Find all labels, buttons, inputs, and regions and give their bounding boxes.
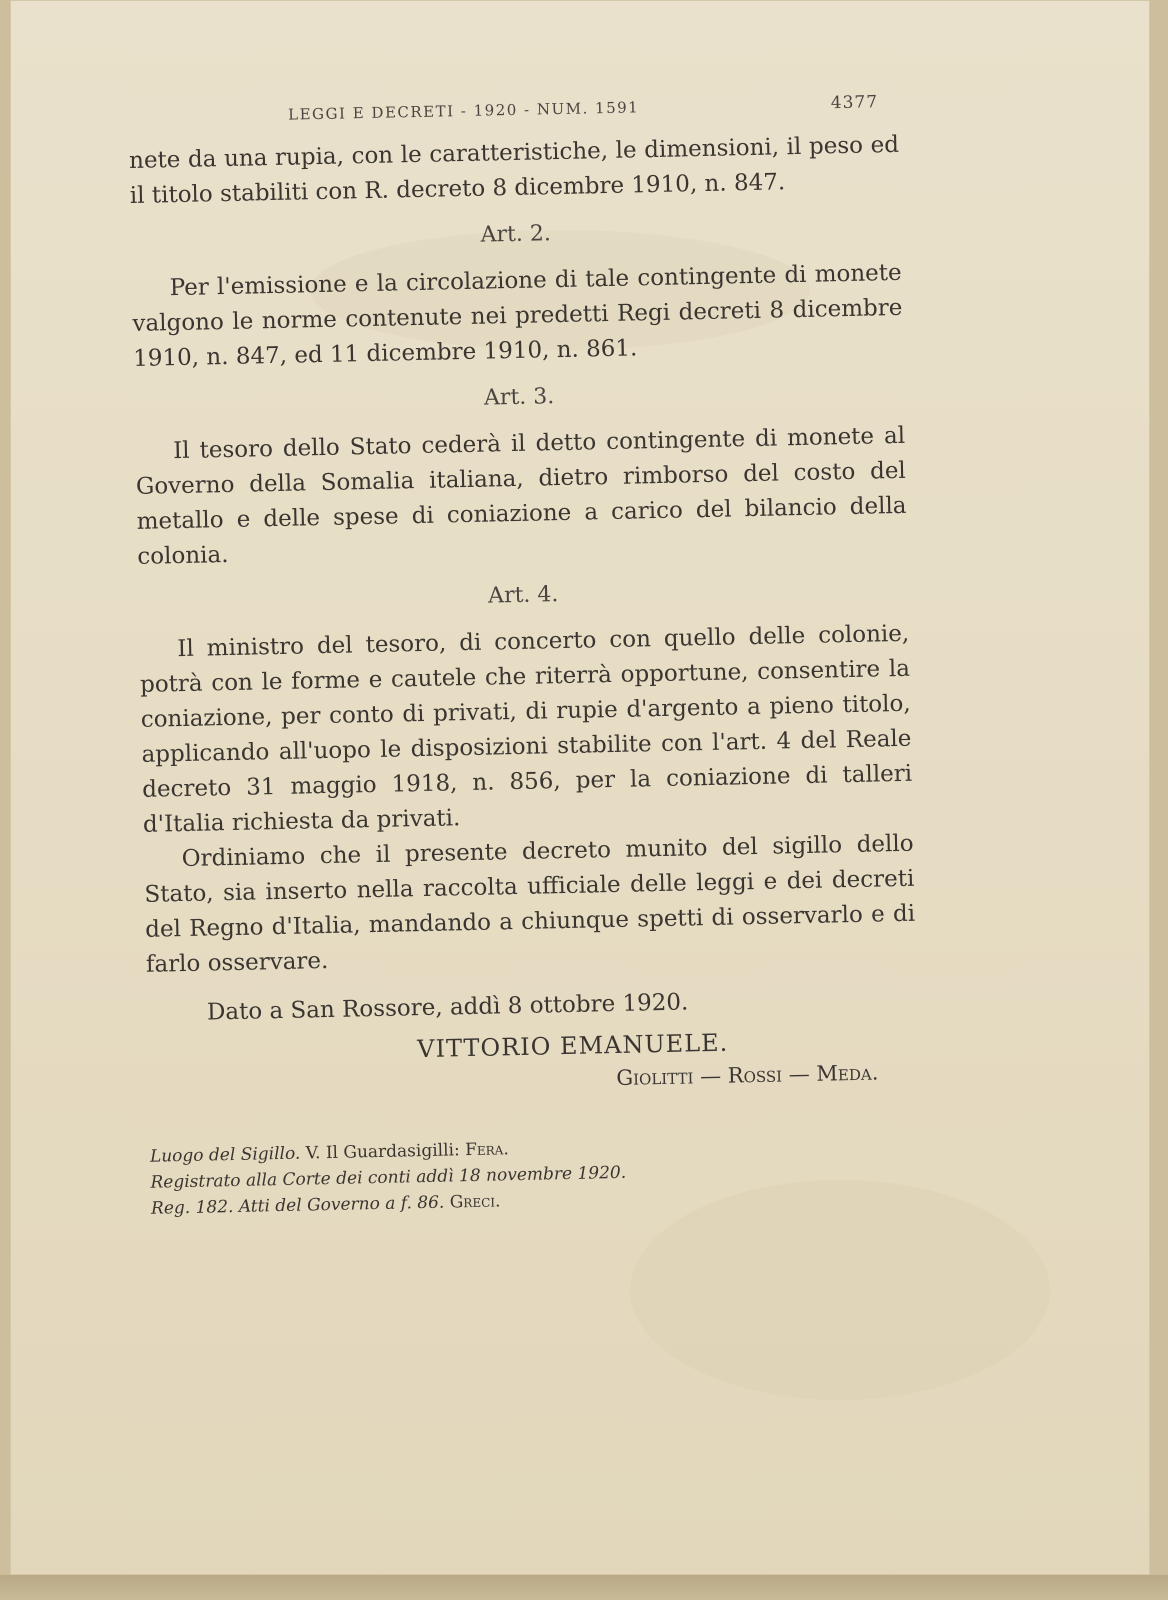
register-ref: Reg. 182. Atti del Governo a f. 86. — [150, 1192, 445, 1219]
article-3-heading: Art. 3. — [483, 384, 555, 411]
registrar-name: Greci. — [449, 1191, 501, 1213]
royal-signature: VITTORIO EMANUELE. — [416, 1028, 729, 1064]
running-head-title: LEGGI E DECRETI - 1920 - NUM. 1591 — [287, 98, 640, 124]
date-line: Dato a San Rossore, addì 8 ottobre 1920. — [206, 989, 689, 1026]
countersignatures: Giolitti — Rossi — Meda. — [616, 1060, 879, 1090]
page-number: 4377 — [830, 92, 879, 114]
article-4-text: Il ministro del tesoro, di concerto con quello delle colonie, potrà con le forme e cautele che riterrà opportune, consentire la coniazione, per conto di privati, di rupie d'argento a pieno titolo, applicando all'uopo le disposizioni stabilite con l'art. 4 del Reale decreto 31 maggio 1918, n. 856, per la coniazione di talleri d'Italia richiesta da privati. — [139, 620, 913, 838]
decree-text — [128, 92, 921, 1222]
document-page — [10, 0, 1150, 1575]
article-4-heading: Art. 4. — [487, 582, 559, 609]
keeper-name: Fera. — [464, 1139, 509, 1161]
article-3-text: Il tesoro dello Stato cederà il detto contingente di monete al Governo della Somalia italiana, dietro rimborso del costo del metallo e delle spese di coniazione a carico del bilancio della colonia. — [135, 422, 907, 570]
article-2-text: Per l'emissione e la circolazione di tale contingente di monete valgono le norme contenute nei predetti Regi decreti 8 dicembre 1910, n. 847, ed 11 dicembre 1910, n. 861. — [132, 259, 903, 372]
enacting-clause: Ordiniamo che il presente decreto munito del sigillo dello Stato, sia inserto nella raccolta ufficiale delle leggi e dei decreti del Regno d'Italia, mandando a chiunque spetti di osservarlo e di farlo osservare. — [144, 830, 916, 978]
footer-line-registration: Registrato alla Corte dei conti addì 18 novembre 1920. — [150, 1162, 627, 1193]
article-2-heading: Art. 2. — [480, 221, 552, 248]
scan-bottom-edge — [0, 1575, 1168, 1600]
keeper-of-seals: V. Il Guardasigilli: — [305, 1140, 460, 1164]
paper-stain — [630, 1180, 1050, 1400]
intro-paragraph: nete da una rupia, con le caratteristiche, le dimensioni, il peso ed il titolo stabiliti con R. decreto 8 dicembre 1910, n. 847. — [128, 131, 900, 209]
seal-place: Luogo del Sigillo. — [149, 1143, 301, 1167]
running-head — [128, 92, 898, 128]
